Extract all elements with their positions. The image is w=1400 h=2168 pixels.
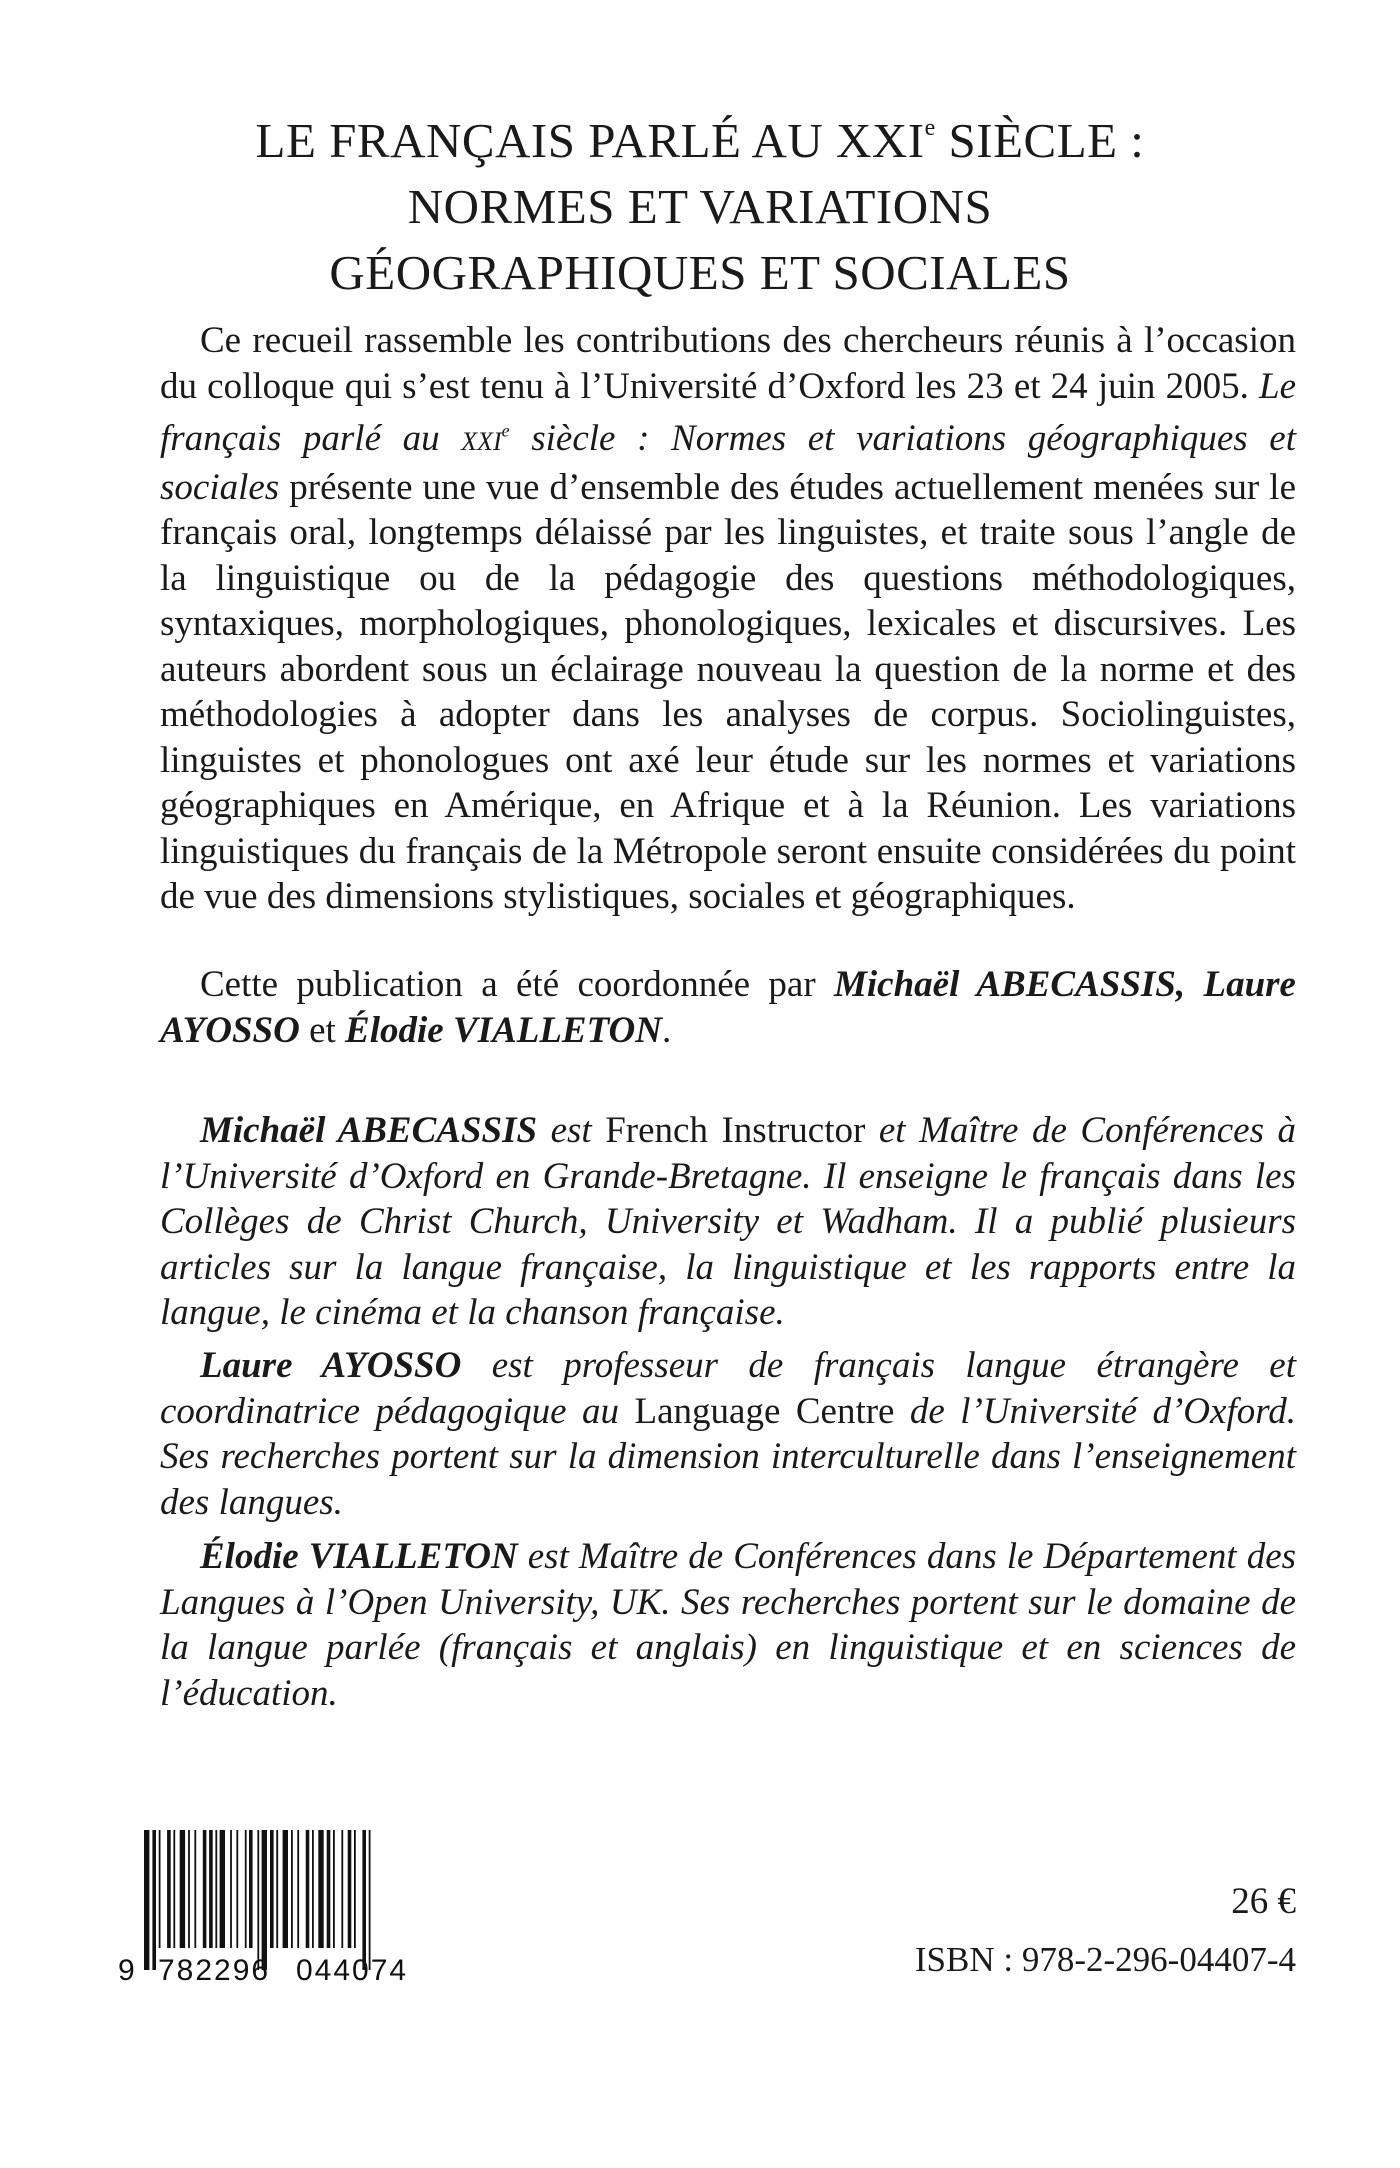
summary-paragraph: Ce recueil rassemble les contributions des chercheurs réunis à l’occasion du colloque qui s’est tenu à l’Université d’Oxford les 23 et 24 juin 2005. Le français parlé au XXIe siècle : Normes et variations géographiques et sociales présente une vue d’ensemble des études actuellement menées sur le français oral, longtemps délaissé par les linguistes, et traite sous l’angle de la linguistique ou de la pédagogie des questions méthodologiques, syntaxiques, morphologiques, phonologiques, lexicales et discursives. Les auteurs abordent sous un éclairage nouveau la question de la norme et des méthodologies à adopter dans les analyses de corpus. Sociolinguistes, linguistes et phonologues ont axé leur étude sur les normes et variations géographiques en Amérique, en Afrique et à la Réunion. Les variations linguistiques du français de la Métropole seront ensuite considérées du point de vue des dimensions stylistiques, sociales et géographiques. [160,320,1296,918]
barcode-bar [159,1830,161,1948]
barcode [118,1830,458,1990]
barcode-bar [257,1830,259,1970]
title-line-3: GÉOGRAPHIQUES ET SOCIALES [329,245,1071,300]
barcode-bar [283,1830,288,1948]
barcode-bar [354,1830,356,1948]
bio-ayosso: Laure AYOSSO est professeur de français langue étrangère et coordinatrice pédagogique au Language Centre de l’Université d’Oxford. Ses recherches portent sur la dimension interculturelle dans l’enseignement des langues. [160,1345,1296,1523]
barcode-bar [348,1830,352,1948]
barcode-bar [333,1830,335,1948]
barcode-bar [341,1830,343,1948]
barcode-digit-first: 9 [118,1954,135,1987]
barcode-bar [188,1830,190,1948]
barcode-bar [262,1830,267,1970]
barcode-bar [180,1830,185,1948]
title-line-2: NORMES ET VARIATIONS [407,179,993,234]
barcode-digits-right: 044074 [296,1954,409,1987]
barcode-digits-left: 782296 [158,1954,271,1987]
barcode-bar [369,1830,371,1970]
book-title [200,108,1200,306]
barcode-bar [173,1830,175,1948]
barcode-bar [318,1830,323,1948]
barcode-bar [236,1830,238,1948]
barcode-bar [167,1830,171,1948]
barcode-bar [215,1830,217,1948]
barcode-bar [276,1830,278,1948]
barcode-bar [297,1830,299,1948]
barcode-bar [144,1830,149,1970]
book-title-inline: Le français parlé au XXIe siècle : Normes et variations géographiques et sociales [160,365,1296,508]
coordinators-paragraph: Cette publication a été coordonnée par Michaël ABECASSIS, Laure AYOSSO et Élodie VIALLETON. [160,964,1296,1051]
barcode-bar [220,1830,225,1948]
barcode-bar [230,1830,232,1948]
isbn: ISBN : 978-2-296-04407-4 [914,1940,1296,1979]
barcode-bar [327,1830,331,1948]
barcode-bar [245,1830,247,1948]
bio-abecassis: Michaël ABECASSIS est French Instructor et Maître de Conférences à l’Université d’Oxford en Grande-Bretagne. Il enseigne le français dans les Collèges de Christ Church, University et Wadham. Il a publié plusieurs articles sur la langue française, la linguistique et les rapports entre la langue, le cinéma et la chanson française. [160,1110,1296,1333]
barcode-bar [362,1830,366,1970]
price: 26 € [1231,1881,1296,1922]
barcode-bar [291,1830,293,1948]
barcode-bar [270,1830,274,1948]
barcode-bar [203,1830,207,1948]
barcode-bar [312,1830,314,1948]
title-line-1: LE FRANÇAIS PARLÉ AU XXIe SIÈCLE : [255,113,1145,168]
barcode-bars [144,1830,371,1970]
barcode-bar [194,1830,196,1948]
barcode-bar [152,1830,156,1970]
bio-vialleton: Élodie VIALLETON est Maître de Conférences dans le Département des Langues à l’Open University, UK. Ses recherches portent sur le domaine de la langue parlée (français et anglais) en linguistique et en sciences de l’éducation. [160,1536,1297,1714]
barcode-bar [249,1830,253,1948]
barcode-bar [209,1830,213,1948]
barcode-bar [306,1830,310,1948]
